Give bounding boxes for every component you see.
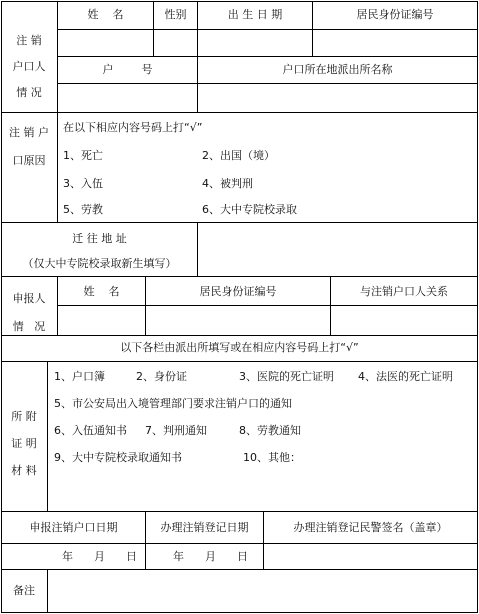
- line-label-col-2: [57, 112, 58, 222]
- move-address-note: （仅大中专院校录取新生填写）: [22, 257, 177, 270]
- border-bottom: [1, 612, 478, 613]
- move-address-label: 迁 往 地 址: [72, 232, 127, 245]
- border-top: [1, 1, 478, 2]
- station-notice: 以下各栏由派出所填写或在相应内容号码上打“√”: [120, 341, 359, 354]
- applicant-header-relation: 与注销户口人关系: [360, 285, 448, 298]
- reason-option-4[interactable]: 4、被判刑: [202, 177, 253, 190]
- attach-item-1[interactable]: 1、户口簿: [54, 370, 105, 383]
- officer-signature-label: 办理注销登记民警签名（盖章）: [293, 521, 448, 534]
- line-s7-end: [1, 569, 478, 570]
- line-s5-end: [1, 361, 478, 362]
- line-s4-row1: [57, 305, 478, 306]
- reason-instruction: 在以下相应内容号码上打“√”: [63, 121, 203, 134]
- line-s2-end: [1, 222, 478, 223]
- line-s3-col: [197, 222, 198, 276]
- line-s1-end: [1, 112, 478, 113]
- remarks-label: 备注: [13, 584, 35, 597]
- reason-option-2[interactable]: 2、出国（境）: [202, 149, 275, 162]
- reason-option-6[interactable]: 6、大中专院校录取: [202, 203, 297, 216]
- reason-option-5[interactable]: 5、劳教: [63, 203, 103, 216]
- line-s6-end: [1, 511, 478, 512]
- line-s7-row1: [1, 543, 478, 544]
- attachments-section-label: 所 附 证 明 材 料: [11, 410, 37, 477]
- attach-item-4[interactable]: 4、法医的死亡证明: [358, 370, 453, 383]
- border-right: [477, 1, 478, 613]
- line-s1-row1: [57, 29, 478, 30]
- attach-item-5[interactable]: 5、市公安局出入境管理部门要求注销户口的通知: [54, 397, 292, 410]
- attach-item-2[interactable]: 2、身份证: [136, 370, 187, 383]
- line-s1-row3: [57, 83, 478, 84]
- header-name: 姓 名: [87, 8, 124, 21]
- attach-item-10[interactable]: 10、其他：: [243, 451, 301, 464]
- process-date-ymd: 年 月 日: [173, 550, 248, 563]
- applicant-header-id: 居民身份证编号: [199, 285, 277, 298]
- cancel-reason-section-label: 注 销 户 口原因: [9, 126, 49, 167]
- attach-item-8[interactable]: 8、劳教通知: [239, 424, 301, 437]
- apply-date-label: 申报注销户口日期: [29, 521, 118, 534]
- line-s7-col-2: [263, 511, 264, 569]
- applicant-header-name: 姓 名: [83, 285, 120, 298]
- reason-option-1[interactable]: 1、死亡: [63, 149, 103, 162]
- line-s4-end: [1, 335, 478, 336]
- applicant-section-label: 申报人 情 况: [12, 292, 46, 333]
- header-id-number: 居民身份证编号: [356, 8, 434, 21]
- header-police-station: 户口所在地派出所名称: [282, 63, 393, 76]
- process-date-label: 办理注销登记日期: [160, 521, 249, 534]
- apply-date-ymd: 年 月 日: [62, 550, 137, 563]
- line-s1-row2: [57, 56, 478, 57]
- header-gender: 性别: [164, 8, 187, 21]
- line-s7-col-1: [145, 511, 146, 569]
- cancel-person-section-label: 注 销 户口人 情 况: [12, 34, 46, 99]
- attach-item-3[interactable]: 3、医院的死亡证明: [239, 370, 334, 383]
- attach-item-7[interactable]: 7、判刑通知: [145, 424, 207, 437]
- attach-item-9[interactable]: 9、大中专院校录取通知书: [54, 451, 182, 464]
- attach-item-6[interactable]: 6、入伍通知书: [54, 424, 127, 437]
- header-birth-date: 出 生 日 期: [227, 8, 283, 21]
- reason-option-3[interactable]: 3、入伍: [63, 177, 103, 190]
- line-label-col-8: [47, 569, 48, 613]
- line-s3-end: [1, 276, 478, 277]
- line-label-col-6: [47, 361, 48, 511]
- header-hukou-number: 户 号: [102, 63, 153, 76]
